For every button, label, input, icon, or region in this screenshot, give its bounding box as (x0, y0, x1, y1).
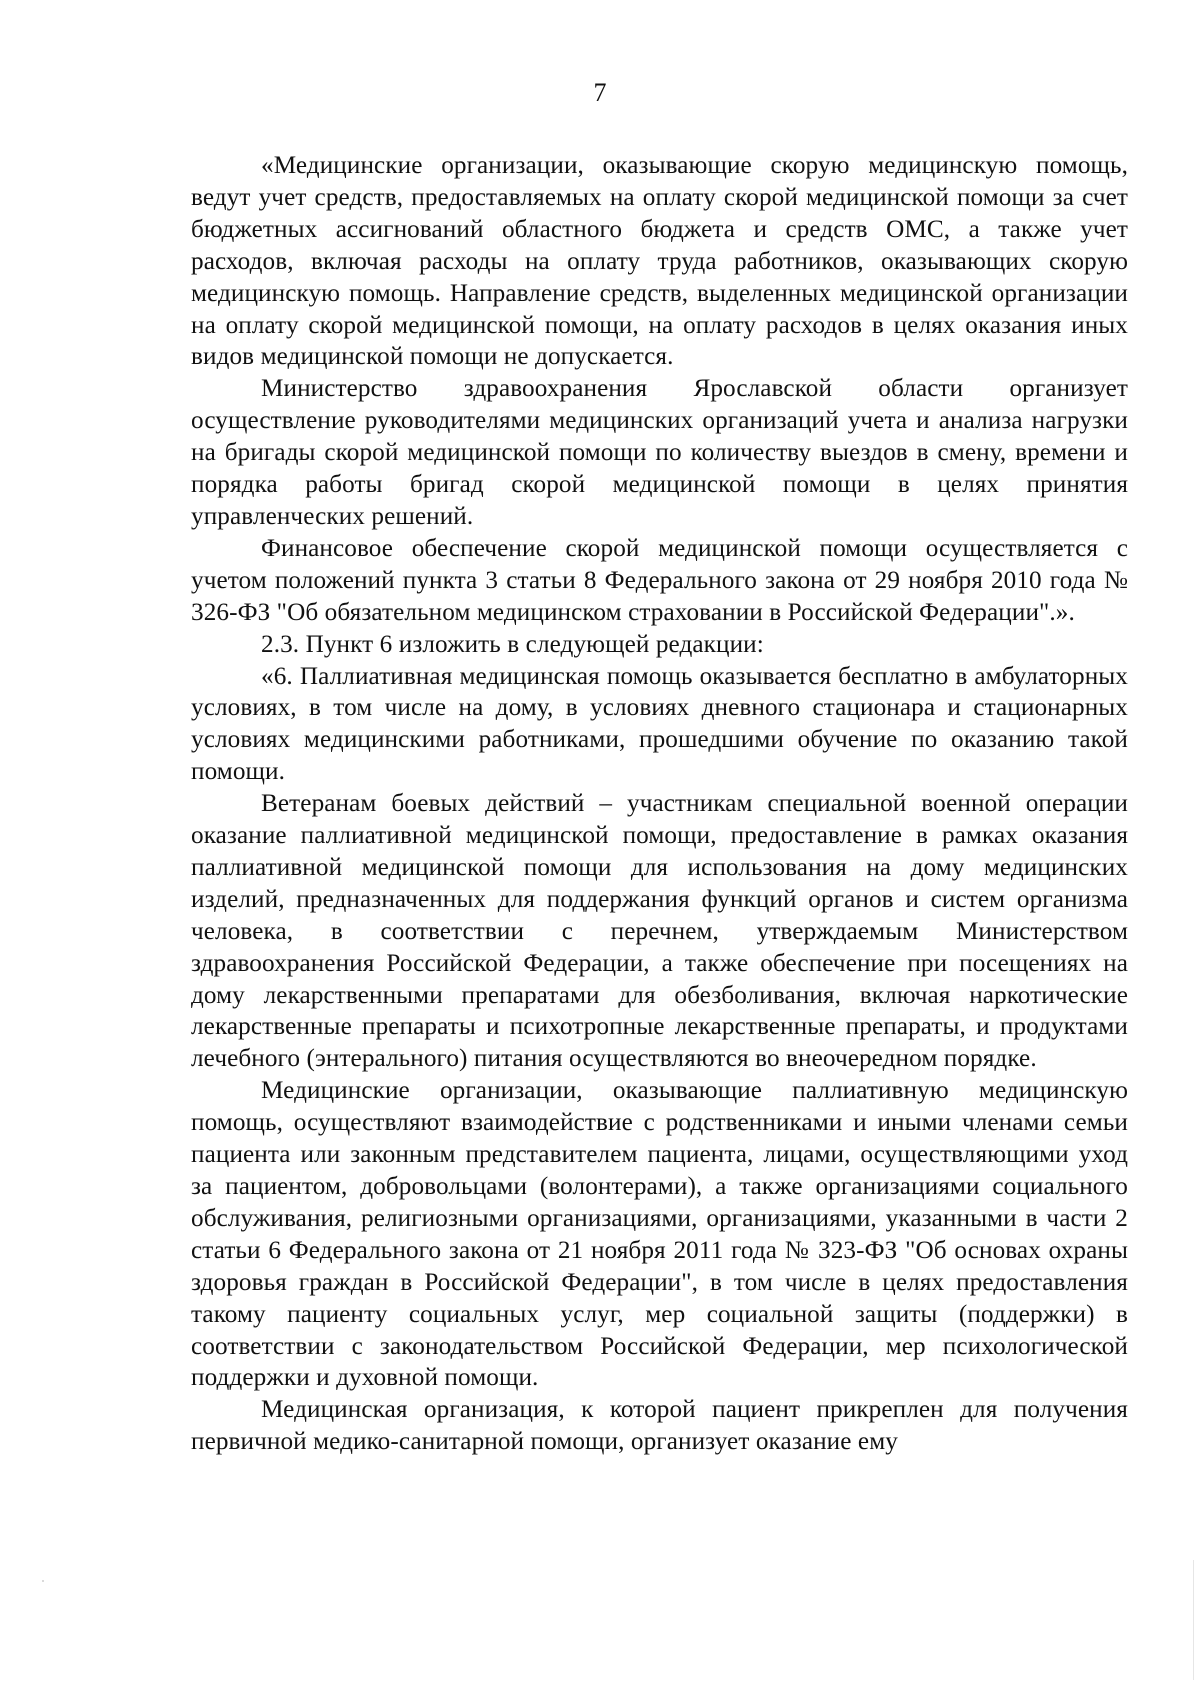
document-body (191, 150, 1128, 1458)
paragraph-ministry-analysis: Министерство здравоохранения Ярославской области организует осуществление руководителями медицинских организаций учета и анализа нагрузки на бригады скорой медицинской помощи по количеству выездов в смену, времени и порядка работы бригад скорой медицинской помощи в целях принятия управленческих решений. (191, 375, 1128, 530)
paragraph-veterans: Ветеранам боевых действий – участникам специальной военной операции оказание паллиативной медицинской помощи, предоставление в рамках оказания паллиативной медицинской помощи для использования на дому медицинских изделий, предназначенных для поддержания функций органов и систем организма человека, в соответствии с перечнем, утверждаемым Министерством здравоохранения Российской Федерации, а также обеспечение при посещениях на дому лекарственными препаратами для обезболивания, включая наркотические лекарственные препараты и психотропные лекарственные препараты, и продуктами лечебного (энтерального) питания осуществляются во внеочередном порядке. (191, 790, 1128, 1073)
paragraph-palliative-care: «6. Паллиативная медицинская помощь оказывается бесплатно в амбулаторных условиях, в том числе на дому, в условиях дневного стационара и стационарных условиях медицинскими работниками, прошедшими обучение по оказанию такой помощи. (191, 662, 1128, 786)
paragraph-ambulance-funding: «Медицинские организации, оказывающие скорую медицинскую помощь, ведут учет средств, предоставляемых на оплату скорой медицинской помощи за счет бюджетных ассигнований областного бюджета и средств ОМС, а также учет расходов, включая расходы на оплату труда работников, оказывающих скорую медицинскую помощь. Направление средств, выделенных медицинской организации на оплату скорой медицинской помощи, на оплату расходов в целях оказания иных видов медицинской помощи не допускается. (191, 152, 1128, 371)
paragraph-primary-care: Медицинская организация, к которой пациент прикреплен для получения первичной медико-санитарной помощи, организует оказание ему (191, 1396, 1128, 1456)
page-number: 7 (593, 78, 607, 107)
paragraph-financial-support: Финансовое обеспечение скорой медицинской помощи осуществляется с учетом положений пункта 3 статьи 8 Федерального закона от 29 ноября 2010 года № 326-ФЗ "Об обязательном медицинском страховании в Российской Федерации".». (191, 534, 1128, 626)
scan-edge-mark (1193, 1560, 1194, 1680)
scan-dust-mark (42, 1580, 44, 1582)
paragraph-clause-2-3: 2.3. Пункт 6 изложить в следующей редакции: (261, 630, 764, 658)
paragraph-interaction: Медицинские организации, оказывающие паллиативную медицинскую помощь, осуществляют взаимодействие с родственниками и иными членами семьи пациента или законным представителем пациента, лицами, осуществляющими уход за пациентом, добровольцами (волонтерами), а также организациями социального обслуживания, религиозными организациями, организациями, указанными в части 2 статьи 6 Федерального закона от 21 ноября 2011 года № 323-ФЗ "Об основах охраны здоровья граждан в Российской Федерации", в том числе в целях предоставления такому пациенту социальных услуг, мер социальной защиты (поддержки) в соответствии с законодательством Российской Федерации, мер психологической поддержки и духовной помощи. (191, 1077, 1128, 1392)
